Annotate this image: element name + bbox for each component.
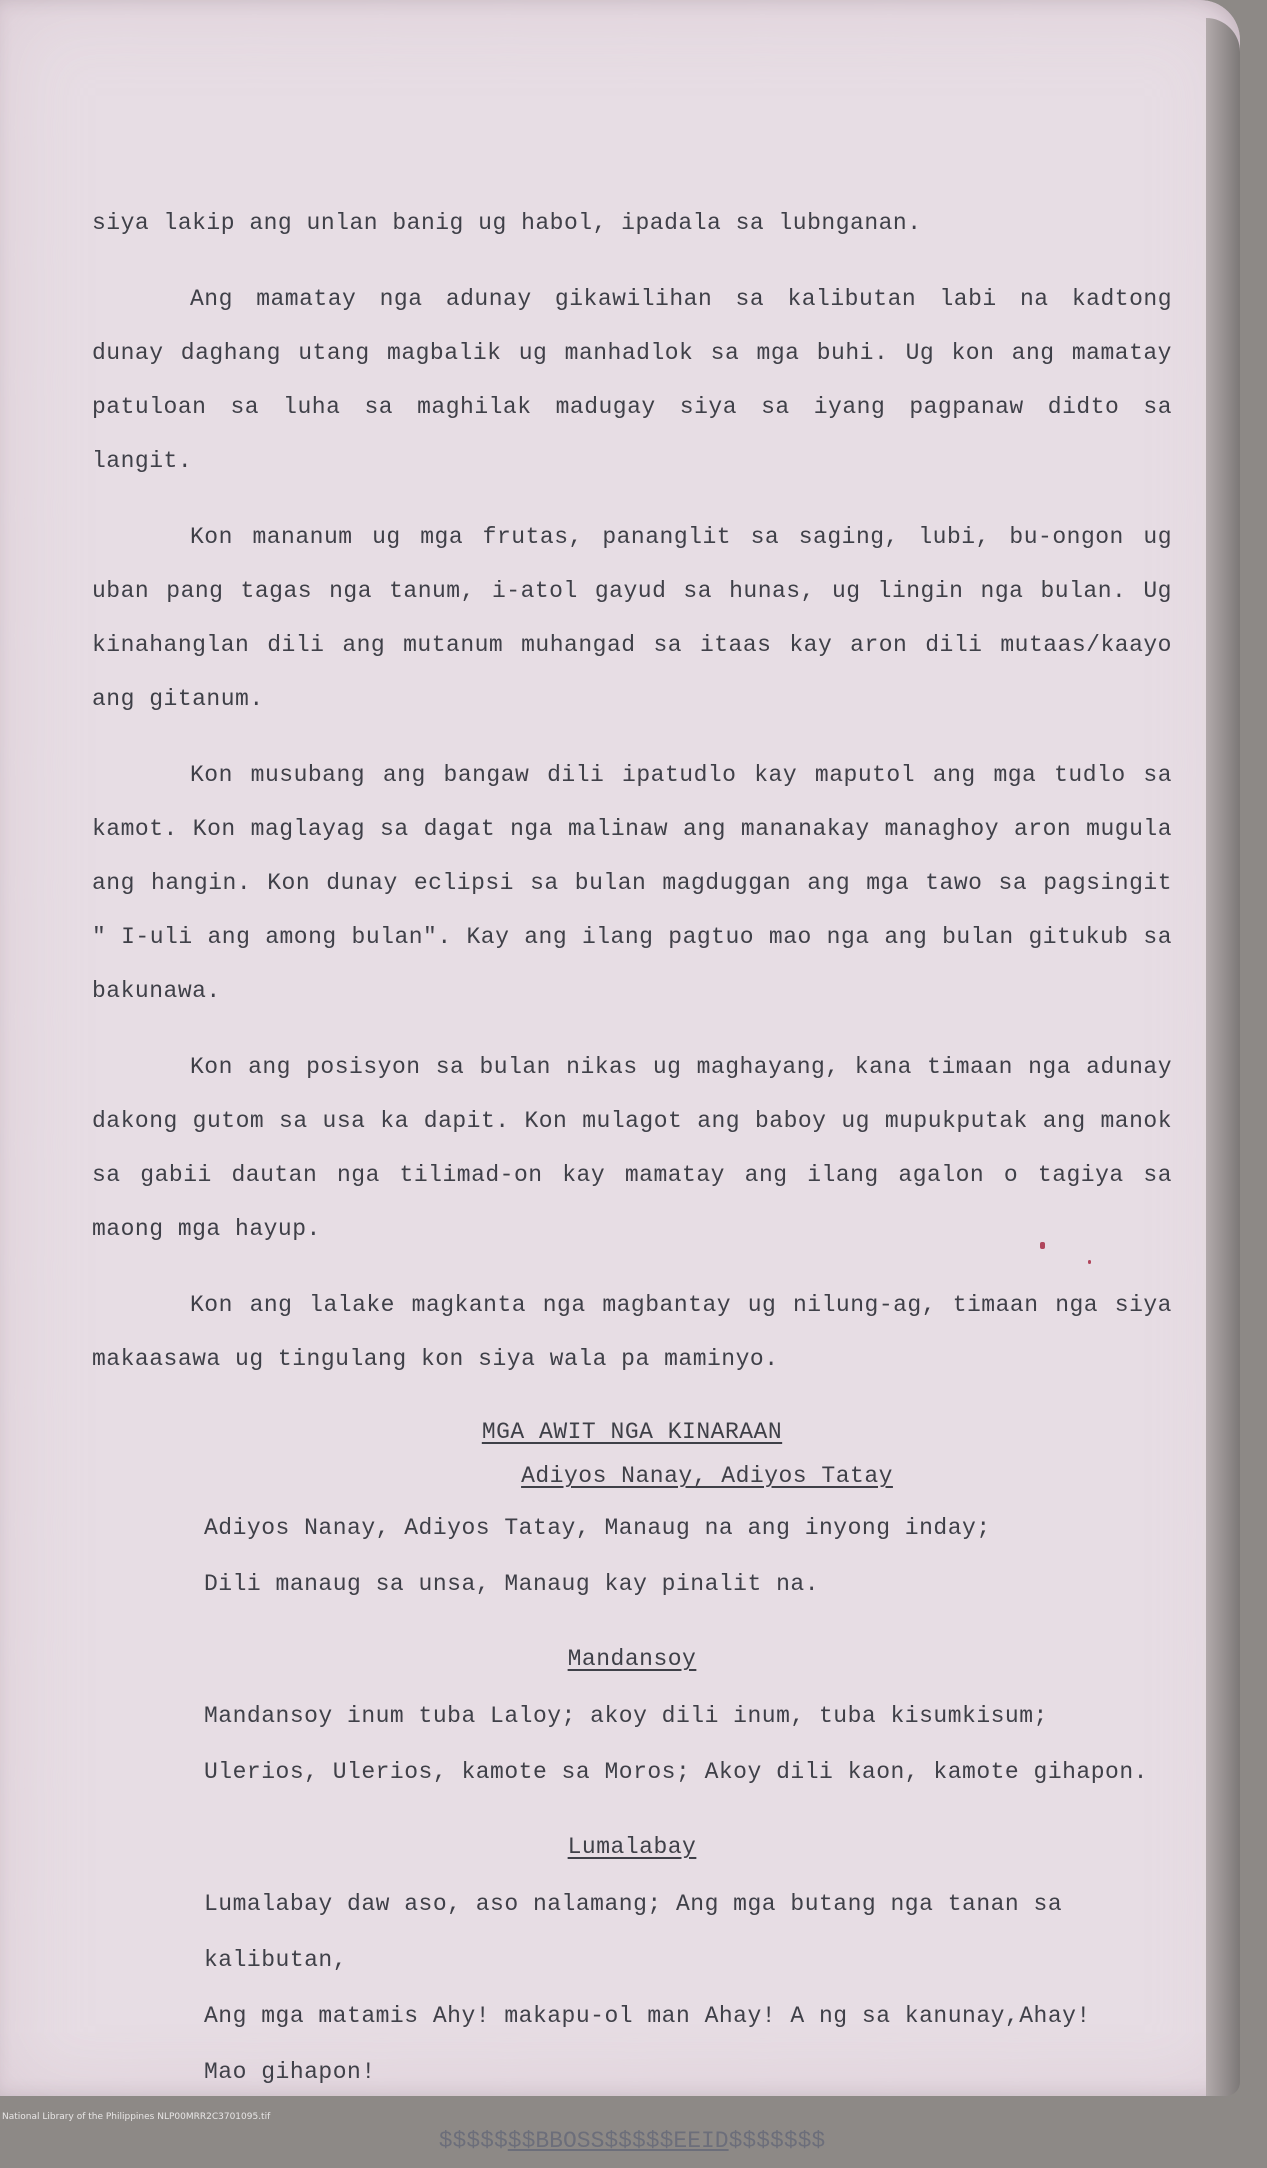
song-line: Mao gihapon! [204, 2059, 376, 2085]
song-line: Ulerios, Ulerios, kamote sa Moros; Akoy dili kaon, kamote gihapon. [204, 1759, 1148, 1785]
end-mark-left: $$$$$ [438, 2128, 508, 2154]
song-line: Mandansoy inum tuba Laloy; akoy dili inum, tuba kisumkisum; [204, 1703, 1048, 1729]
songs-heading: MGA AWIT NGA KINARAAN [481, 1419, 783, 1445]
paragraph-1: siya lakip ang unlan banig ug habol, ipadala sa lubnganan. [92, 210, 922, 236]
song-title-lumalabay: Lumalabay [567, 1834, 697, 1860]
song-title-mandansoy: Mandansoy [567, 1646, 697, 1672]
song-title-adiyos: Adiyos Nanay, Adiyos Tatay [521, 1463, 893, 1489]
document-body [92, 196, 1172, 2168]
paragraph-4: Kon musubang ang bangaw dili ipatudlo kay maputol ang mga tudlo sa kamot. Kon maglayag sa dagat nga malinaw ang mananakay managhoy aron mugula ang hangin. Kon dunay eclipsi sa bulan magduggan ang mga tawo sa pagsingit " I-uli ang among bulan". Kay ang ilang pagtuo mao nga ang bulan gitukub sa bakunawa. [92, 762, 1172, 1004]
end-mark-middle: $$BBOSS$$$$$EEID [507, 2128, 729, 2154]
page-edge [1206, 18, 1240, 2096]
paragraph-3: Kon mananum ug mga frutas, pananglit sa saging, lubi, bu-ongon ug uban pang tagas nga tanum, i-atol gayud sa hunas, ug lingin nga bulan. Ug kinahanglan dili ang mutanum muhangad sa itaas kay aron dili mutaas/kaayo ang gitanum. [92, 524, 1172, 712]
song-line: Ang mga matamis Ahy! makapu-ol man Ahay! A ng sa kanunay,Ahay! [204, 2003, 1091, 2029]
paragraph-5: Kon ang posisyon sa bulan nikas ug maghayang, kana timaan nga adunay dakong gutom sa usa ka dapit. Kon mulagot ang baboy ug mupukputak ang manok sa gabii dautan nga tilimad-on kay mamatay ang ilang agalon o tagiya sa maong mga hayup. [92, 1054, 1172, 1242]
scan-caption: National Library of the Philippines NLP00MRR2C3701095.tif [2, 2112, 271, 2122]
paragraph-6: Kon ang lalake magkanta nga magbantay ug nilung-ag, timaan nga siya makaasawa ug tingulang kon siya wala pa maminyo. [92, 1292, 1172, 1372]
song-line: Dili manaug sa unsa, Manaug kay pinalit na. [204, 1571, 819, 1597]
paragraph-2: Ang mamatay nga adunay gikawilihan sa kalibutan labi na kadtong dunay daghang utang magbalik ug manhadlok sa mga buhi. Ug kon ang mamatay patuloan sa luha sa maghilak madugay siya sa iyang pagpanaw didto sa langit. [92, 286, 1172, 474]
end-mark-right: $$$$$$$ [728, 2128, 826, 2154]
end-mark [92, 2114, 1172, 2168]
song-line: Lumalabay daw aso, aso nalamang; Ang mga butang nga tanan sa kalibutan, [204, 1891, 1063, 1973]
song-line: Adiyos Nanay, Adiyos Tatay, Manaug na ang inyong inday; [204, 1515, 991, 1541]
